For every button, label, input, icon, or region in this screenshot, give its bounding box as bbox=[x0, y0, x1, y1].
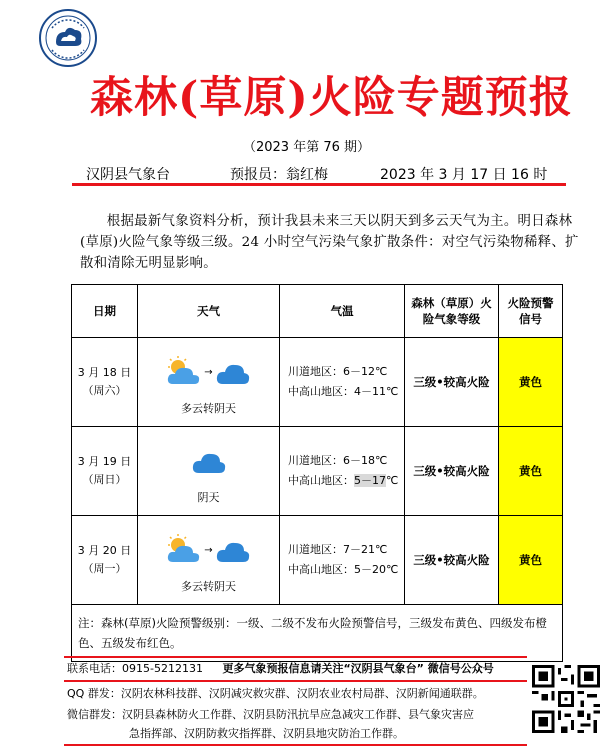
weather-description: 阴天 bbox=[197, 491, 220, 504]
header-weather: 天气 bbox=[138, 285, 280, 338]
temp-mountain: 中高山地区：4－11℃ bbox=[288, 385, 399, 398]
weekday: （周一） bbox=[82, 562, 127, 575]
phone-number: 0915-5212131 bbox=[122, 662, 203, 675]
partly-cloudy-icon bbox=[166, 356, 202, 388]
weather-description: 多云转阴天 bbox=[181, 402, 236, 415]
cloudy-icon bbox=[191, 445, 227, 477]
wechat-qr-code-icon bbox=[532, 665, 600, 733]
meteorological-logo-icon bbox=[38, 8, 98, 68]
issue-datetime: 2023 年 3 月 17 日 16 时 bbox=[380, 167, 548, 183]
weather-cell bbox=[138, 516, 280, 605]
contact-label: 联系电话： bbox=[67, 662, 122, 675]
table-row bbox=[72, 427, 563, 516]
issuing-organization: 汉阴县气象台 bbox=[86, 167, 170, 183]
temperature-cell bbox=[280, 338, 405, 427]
temperature-cell bbox=[280, 427, 405, 516]
forecast-table bbox=[71, 284, 563, 662]
temp-mountain bbox=[288, 471, 404, 491]
footer-divider-mid bbox=[64, 680, 527, 682]
fire-level: 三级•较高火险 bbox=[405, 427, 499, 516]
date-cell bbox=[72, 338, 138, 427]
date: 3 月 20 日 bbox=[77, 544, 132, 557]
note-row bbox=[72, 605, 563, 662]
fire-level: 三级•较高火险 bbox=[405, 516, 499, 605]
arrow-right-icon: → bbox=[204, 366, 213, 378]
date-cell bbox=[72, 516, 138, 605]
cloudy-icon bbox=[215, 534, 251, 566]
temp-mountain: 中高山地区：5－20℃ bbox=[288, 563, 399, 576]
follow-wechat-text: 更多气象预报信息请关注“汉阴县气象台” 微信号公众号 bbox=[222, 662, 494, 675]
temp-valley: 川道地区：7－21℃ bbox=[288, 543, 388, 556]
warning-signal: 黄色 bbox=[499, 338, 563, 427]
header-fire-level: 森林（草原）火险气象等级 bbox=[405, 285, 499, 338]
date: 3 月 19 日 bbox=[77, 455, 132, 468]
warning-level-note: 注：森林(草原)火险预警级别：一级、二级不发布火险预警信号，三级发布黄色、四级发布橙色、五级发布红色。 bbox=[72, 605, 563, 662]
forecaster: 预报员：翁红梅 bbox=[230, 167, 328, 183]
temp-valley: 川道地区：6－12℃ bbox=[288, 365, 388, 378]
arrow-right-icon: → bbox=[204, 544, 213, 556]
date: 3 月 18 日 bbox=[77, 366, 132, 379]
table-row bbox=[72, 338, 563, 427]
wechat-groups: 微信群发：汉阴县森林防火工作群、汉阴县防汛抗旱应急减灾工作群、县气象灾害应 bbox=[67, 708, 474, 721]
temperature-cell bbox=[280, 516, 405, 605]
table-row bbox=[72, 516, 563, 605]
weather-cell bbox=[138, 338, 280, 427]
footer-divider-top bbox=[64, 656, 527, 658]
footer-divider-bottom bbox=[64, 744, 527, 746]
fire-level: 三级•较高火险 bbox=[405, 338, 499, 427]
weather-cell bbox=[138, 427, 280, 516]
warning-signal: 黄色 bbox=[499, 427, 563, 516]
cloudy-icon bbox=[215, 356, 251, 388]
issue-number: （2023 年第 76 期） bbox=[242, 140, 371, 155]
warning-signal: 黄色 bbox=[499, 516, 563, 605]
page-title: 森林(草原)火险专题预报 bbox=[90, 73, 573, 123]
header-divider bbox=[72, 183, 566, 186]
wechat-groups-cont: 急指挥部、汉阴防救灾指挥群、汉阴县地灾防治工作群。 bbox=[129, 727, 404, 740]
qq-groups: QQ 群发：汉阴农林科技群、汉阴减灾救灾群、汉阴农业农村局群、汉阴新闻通联群。 bbox=[67, 687, 484, 700]
date-cell bbox=[72, 427, 138, 516]
temp-mountain-value: 5－17 bbox=[354, 474, 386, 487]
header-warning-signal: 火险预警信号 bbox=[499, 285, 563, 338]
temp-mountain-prefix: 中高山地区： bbox=[288, 474, 354, 487]
weather-description: 多云转阴天 bbox=[181, 580, 236, 593]
forecast-summary: 根据最新气象资料分析，预计我县未来三天以阴天到多云天气为主。明日森林(草原)火险气象等级三级。24 小时空气污染气象扩散条件：对空气污染物稀释、扩散和清除无明显影响。 bbox=[80, 214, 579, 271]
temp-mountain-unit: ℃ bbox=[386, 474, 399, 487]
table-header-row bbox=[72, 285, 563, 338]
temp-valley: 川道地区：6－18℃ bbox=[288, 454, 388, 467]
header-date: 日期 bbox=[72, 285, 138, 338]
header-temperature: 气温 bbox=[280, 285, 405, 338]
contact-line bbox=[67, 660, 494, 676]
partly-cloudy-icon bbox=[166, 534, 202, 566]
weekday: （周六） bbox=[82, 384, 127, 397]
weekday: （周日） bbox=[82, 473, 127, 486]
